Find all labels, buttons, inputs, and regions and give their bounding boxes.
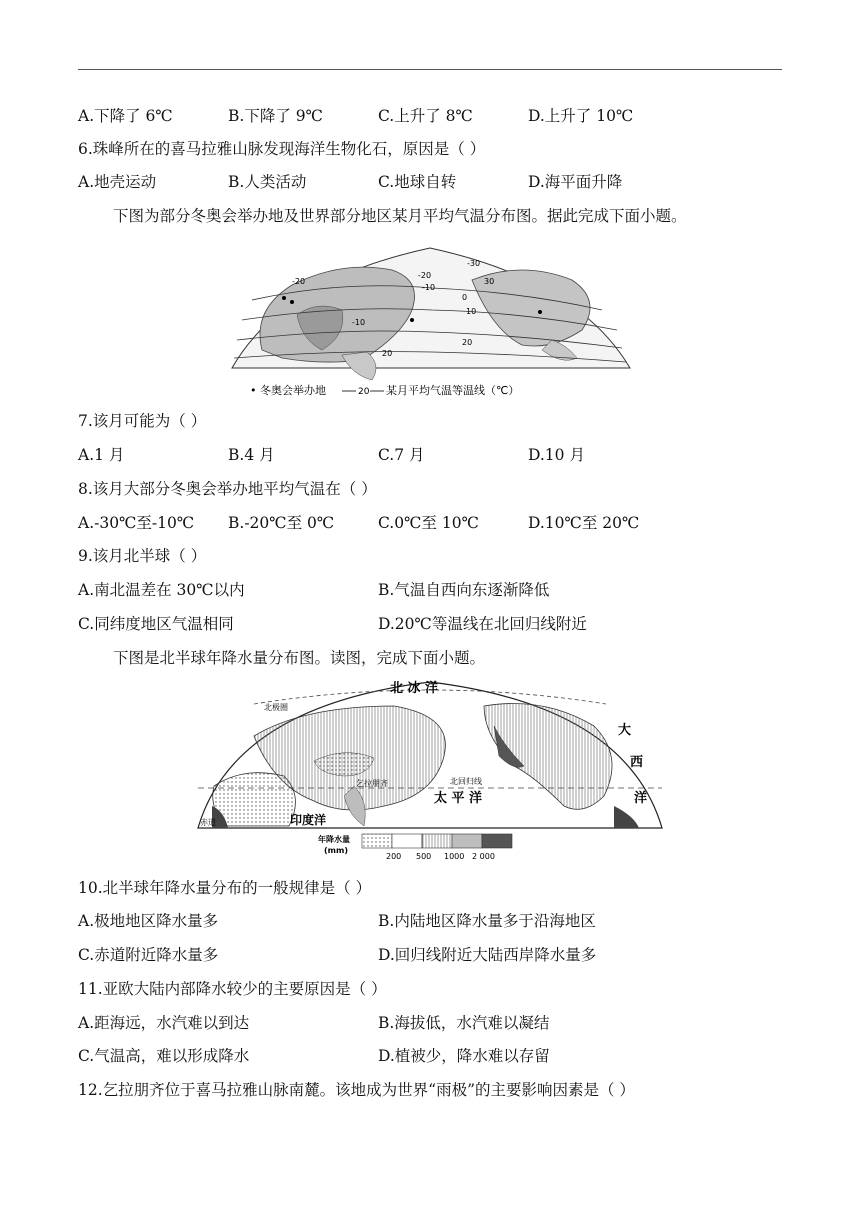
label-indian-ocean: 印度洋	[290, 813, 327, 827]
intro-map1: 下图为部分冬奥会举办地及世界部分地区某月平均气温分布图。据此完成下面小题。	[113, 207, 687, 225]
label-equator: 赤道	[200, 818, 216, 827]
q8-option-a[interactable]: A.-30℃至-10℃	[78, 514, 195, 532]
legend-tick: 200	[386, 852, 402, 861]
isotherm-label: -20	[418, 271, 432, 280]
q9-option-a[interactable]: A.南北温差在 30℃以内	[78, 581, 245, 599]
q11-stem: 11.亚欧大陆内部降水较少的主要原因是（ ）	[78, 980, 387, 998]
header-rule	[78, 69, 782, 70]
legend-site: • 冬奥会举办地	[250, 384, 326, 397]
legend-tick: 2 000	[472, 852, 495, 861]
q5-option-c[interactable]: C.上升了 8℃	[378, 107, 473, 125]
isotherm-label: 30	[484, 277, 495, 286]
isotherm-label: 0	[462, 293, 468, 302]
q9-option-c[interactable]: C.同纬度地区气温相同	[78, 615, 234, 633]
label-atlantic-1: 大	[618, 723, 632, 738]
q5-option-b[interactable]: B.下降了 9℃	[228, 107, 323, 125]
legend-title-2: (mm)	[324, 846, 348, 855]
q6-option-d[interactable]: D.海平面升降	[528, 173, 623, 191]
q6-option-b[interactable]: B.人类活动	[228, 173, 307, 191]
isotherm-label: -30	[467, 259, 481, 268]
legend-tick: 500	[416, 852, 432, 861]
q10-option-a[interactable]: A.极地地区降水量多	[78, 912, 219, 930]
q11-option-b[interactable]: B.海拔低，水汽难以凝结	[378, 1014, 550, 1032]
q10-stem: 10.北半球年降水量分布的一般规律是（ ）	[78, 879, 372, 897]
intro-map2: 下图是北半球年降水量分布图。读图，完成下面小题。	[113, 649, 486, 667]
q12-stem: 12.乞拉朋齐位于喜马拉雅山脉南麓。该地成为世界“雨极”的主要影响因素是（ ）	[78, 1081, 635, 1099]
q7-option-d[interactable]: D.10 月	[528, 446, 585, 464]
legend-tick: 1000	[444, 852, 465, 861]
q11-option-a[interactable]: A.距海远，水汽难以到达	[78, 1014, 250, 1032]
q7-option-b[interactable]: B.4 月	[228, 446, 275, 464]
q9-option-b[interactable]: B.气温自西向东逐渐降低	[378, 581, 550, 599]
isotherm-label: 20	[382, 349, 393, 358]
q6-option-c[interactable]: C.地球自转	[378, 173, 457, 191]
isotherm-label: 20	[462, 338, 473, 347]
q10-option-b[interactable]: B.内陆地区降水量多于沿海地区	[378, 912, 596, 930]
isotherm-label: -20	[292, 277, 306, 286]
q10-option-c[interactable]: C.赤道附近降水量多	[78, 946, 219, 964]
q6-stem: 6.珠峰所在的喜马拉雅山脉发现海洋生物化石，原因是（ ）	[78, 140, 486, 158]
temperature-map	[222, 240, 638, 400]
q6-option-a[interactable]: A.地壳运动	[78, 173, 157, 191]
q8-option-d[interactable]: D.10℃至 20℃	[528, 514, 640, 532]
label-cherrapunji: 乞拉朋齐	[356, 779, 388, 788]
q8-stem: 8.该月大部分冬奥会举办地平均气温在（ ）	[78, 480, 377, 498]
q7-stem: 7.该月可能为（ ）	[78, 412, 207, 430]
q5-option-d[interactable]: D.上升了 10℃	[528, 107, 634, 125]
isotherm-label: 10	[466, 307, 477, 316]
precipitation-map	[194, 676, 666, 862]
label-tropic: 北回归线	[450, 777, 482, 786]
q11-option-d[interactable]: D.植被少，降水难以存留	[378, 1047, 550, 1065]
label-atlantic-2: 西	[630, 755, 644, 770]
q7-option-a[interactable]: A.1 月	[78, 446, 125, 464]
q9-stem: 9.该月北半球（ ）	[78, 547, 207, 565]
label-atlantic-3: 洋	[634, 791, 648, 806]
q9-option-d[interactable]: D.20℃等温线在北回归线附近	[378, 615, 587, 633]
legend-line-text: 某月平均气温等温线（℃）	[386, 384, 520, 397]
q8-option-b[interactable]: B.-20℃至 0℃	[228, 514, 335, 532]
label-arctic-ocean: 北 冰 洋	[390, 681, 439, 696]
q10-option-d[interactable]: D.回归线附近大陆西岸降水量多	[378, 946, 597, 964]
label-arctic-circle: 北极圈	[264, 703, 288, 712]
q5-option-a[interactable]: A.下降了 6℃	[78, 107, 173, 125]
legend-line-value: 20	[358, 387, 370, 397]
isotherm-label: -10	[422, 283, 436, 292]
label-pacific: 太 平 洋	[434, 791, 483, 806]
q7-option-c[interactable]: C.7 月	[378, 446, 425, 464]
q11-option-c[interactable]: C.气温高，难以形成降水	[78, 1047, 250, 1065]
q8-option-c[interactable]: C.0℃至 10℃	[378, 514, 479, 532]
legend-title-1: 年降水量	[318, 835, 350, 844]
isotherm-label: -10	[352, 318, 366, 327]
